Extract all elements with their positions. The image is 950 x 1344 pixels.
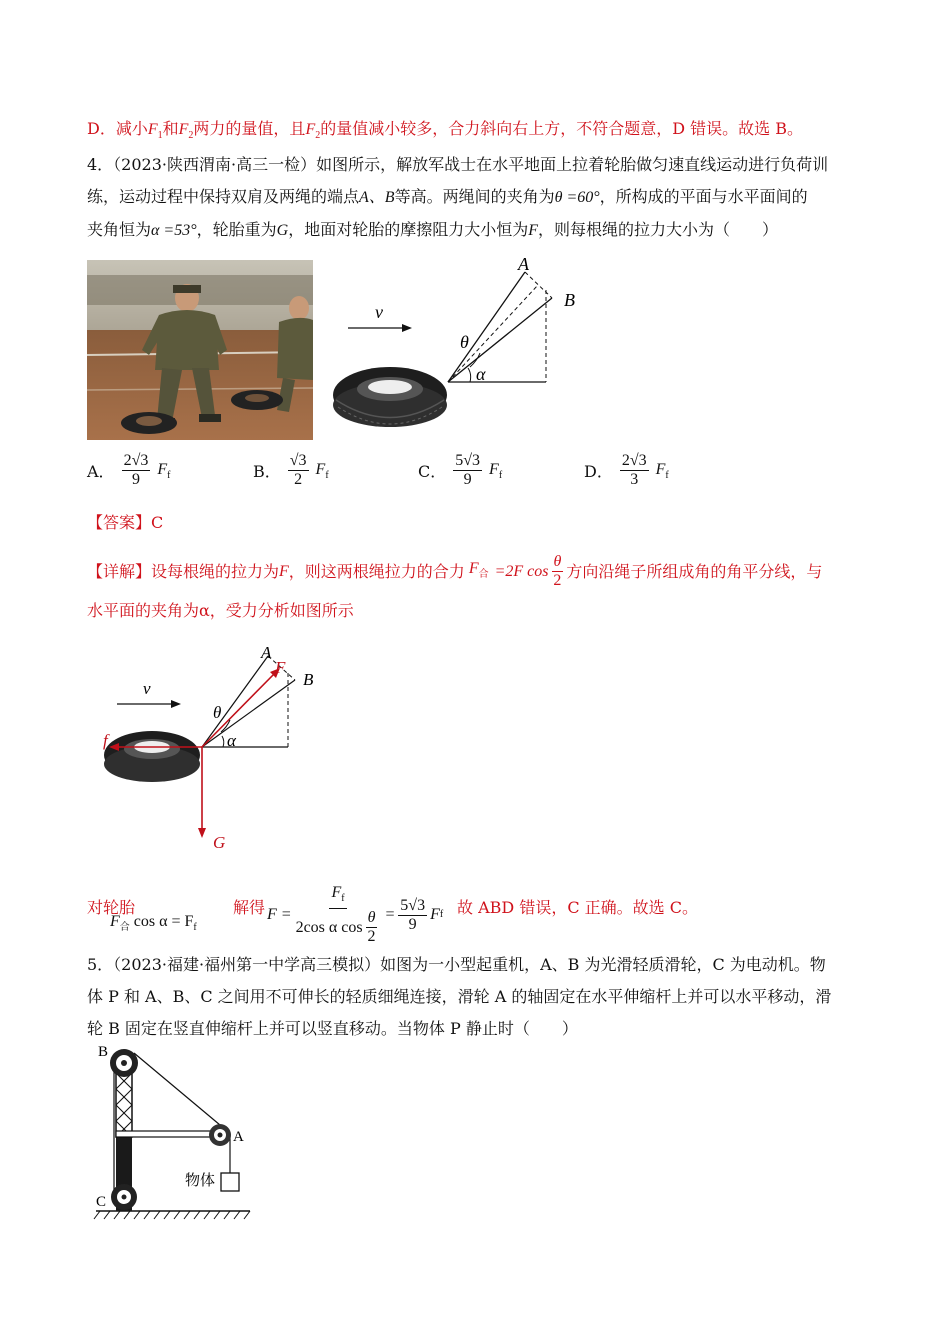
label-c: C <box>96 1194 107 1210</box>
q4-line-2: 练，运动过程中保持双肩及两绳的端点A、B等高。两绳间的夹角为θ =60°，所构成的平面与水平面间的 <box>87 187 808 206</box>
explain-text: 的量值减小较多，合力斜向右上方，不符合题意，D 错误。故选 B。 <box>320 119 803 138</box>
explain-text: 和 <box>162 119 179 138</box>
tire-icon <box>333 367 447 427</box>
label-object: 物体 <box>185 1173 216 1189</box>
option-d[interactable]: D． $\frac{2√3}{3}$ $F_f$ <box>584 452 669 488</box>
theta-equation: θ =60° <box>554 189 600 206</box>
label-a: A <box>233 1129 244 1145</box>
point-ab-label: A、B <box>359 189 395 206</box>
point-b-label: B <box>564 290 575 310</box>
point-a-label: A <box>518 255 529 274</box>
q5-line-1: 5．（2023·福建·福州第一中学高三模拟）如图为一小型起重机，A、B 为光滑轻质滑轮，C 为电动机。物 <box>87 955 826 974</box>
alpha-equation: α =53° <box>151 222 197 239</box>
velocity-label: v <box>375 302 383 322</box>
option-b[interactable]: B． $\frac{√3}{2}$ $F_f$ <box>253 452 329 488</box>
soldiers-photo <box>87 260 313 440</box>
f2-symbol: $F_2$ <box>305 121 321 141</box>
q5-line-3: 轮 B 固定在竖直伸缩杆上并可以竖直移动。当物体 P 静止时（ ） <box>87 1019 578 1038</box>
point-a-label: A <box>261 643 272 662</box>
option-a[interactable]: A． $\frac{2√3}{9}$ $F_f$ <box>87 452 171 488</box>
point-b-label: B <box>303 670 314 689</box>
alpha-label: α <box>227 731 236 750</box>
explain-text: D．减小 <box>87 119 148 138</box>
label-b: B <box>98 1044 109 1060</box>
theta-label: θ <box>213 703 222 722</box>
object-p-box <box>221 1173 239 1191</box>
q5-line-2: 体 P 和 A、B、C 之间用不可伸长的轻质细绳连接，滑轮 A 的轴固定在水平伸缩杆上并可以水平移动，滑 <box>87 987 832 1006</box>
velocity-label: v <box>143 679 151 698</box>
tire-icon <box>104 731 200 782</box>
gravity-label: G <box>213 833 226 852</box>
q4-line-3: 夹角恒为α =53°，轮胎重为G，地面对轮胎的摩擦阻力大小恒为F，则每根绳的拉力大小为（ ） <box>87 220 778 239</box>
q4-line-1: 4．（2023·陕西渭南·高三一检）如图所示，解放军战士在水平地面上拉着轮胎做匀速直线运动进行负荷训 <box>87 155 829 174</box>
friction-label: f <box>103 731 108 750</box>
f2-symbol: $F_2$ <box>178 121 194 141</box>
resultant-f-label: F <box>275 658 286 677</box>
friction-symbol: F <box>528 222 538 239</box>
detail-line-1: 【详解】设每根绳的拉力为 F ，则这两根绳拉力的合力 $F_合$ =2F cos $\frac{\theta}{2}$ 方向沿绳子所组成角的角平分线，与 <box>87 553 823 589</box>
solution-equation: F = $F_f$ 2cos α cos $\frac{\theta}{2}$ = $\frac{5√3}{9}$ F f <box>267 884 444 945</box>
force-diagram <box>95 640 325 860</box>
crane-diagram <box>90 1043 260 1225</box>
q4-rope-diagram <box>330 255 600 440</box>
weight-symbol: G <box>276 222 289 239</box>
f1-symbol: $F_1$ <box>147 121 163 141</box>
option-d-explanation <box>87 119 803 146</box>
answer-label: 【答案】C <box>87 513 164 532</box>
velocity-arrowhead <box>402 324 412 332</box>
balance-equation: $F_合$ $\cos \alpha = F_f$ <box>110 913 197 933</box>
option-c[interactable]: C． $\frac{5√3}{9}$ $F_f$ <box>418 452 503 488</box>
detail-line-2: 水平面的夹角为α，受力分析如图所示 <box>87 601 354 620</box>
alpha-label: α <box>476 364 486 384</box>
explain-text: 两力的量值，且 <box>193 119 306 138</box>
theta-label: θ <box>460 332 469 352</box>
